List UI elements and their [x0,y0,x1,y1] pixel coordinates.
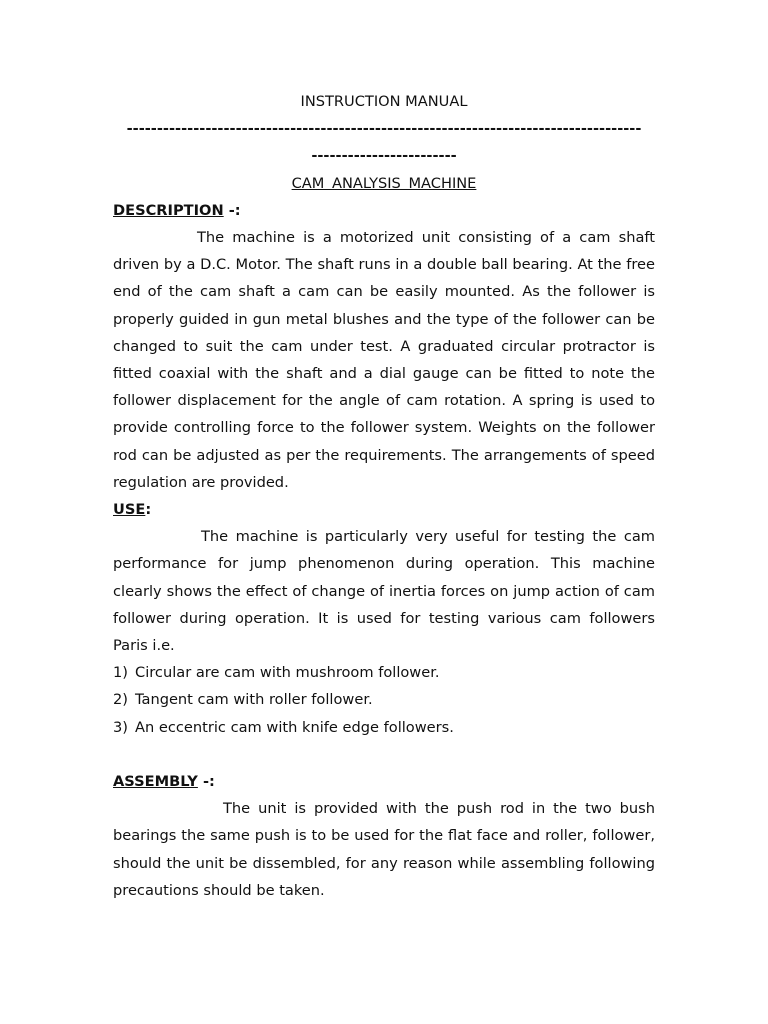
description-heading-label: DESCRIPTION [113,201,224,219]
divider-line-1: ------------------------------------------------------------------------------------- [126,120,642,138]
description-heading-suffix: -: [223,201,241,219]
use-heading-suffix: : [145,501,152,519]
assembly-heading-suffix: -: [197,773,215,791]
list-item-number: 2) [113,691,128,709]
list-item-number: 1) [113,664,128,682]
document-title: INSTRUCTION MANUAL [300,93,468,110]
document-content [113,88,655,904]
use-paragraph: The machine is particularly very useful for testing the cam performance for jump phenomenon during operation. This machine clearly shows the effect of change of inertia forces on jump action of cam follower during operation. It is used for testing various cam followers Paris i.e. [113,528,655,655]
use-heading [113,496,655,523]
list-item-text: Circular are cam with mushroom follower. [135,664,440,682]
list-item [113,686,655,713]
description-heading [113,197,655,224]
use-heading-label: USE [113,501,146,519]
assembly-paragraph: The unit is provided with the push rod in the two bush bearings the same push is to be used for the flat face and roller, follower, should the unit be dissembled, for any reason while assembling following precautions should be taken. [113,800,655,899]
list-item-text: Tangent cam with roller follower. [135,691,373,709]
follower-list [113,659,655,741]
list-item [113,659,655,686]
document-subtitle-wrapper [113,170,655,197]
list-item-text: An eccentric cam with knife edge followers. [135,718,454,736]
document-subtitle: CAM ANALYSIS MACHINE [291,174,477,192]
assembly-heading [113,768,655,795]
section-spacer [113,741,655,768]
assembly-heading-label: ASSEMBLY [113,773,198,791]
divider-line-2: ------------------------ [311,147,457,165]
list-item [113,714,655,741]
list-item-number: 3) [113,718,128,736]
description-paragraph: The machine is a motorized unit consisting of a cam shaft driven by a D.C. Motor. The shaft runs in a double ball bearing. At the free end of the cam shaft a cam can be easily mounted. As the follower is properly guided in gun metal blushes and the type of the follower can be changed to suit the cam under test. A graduated circular protractor is fitted coaxial with the shaft and a dial gauge can be fitted to note the follower displacement for the angle of cam rotation. A spring is used to provide controlling force to the follower system. Weights on the follower rod can be adjusted as per the requirements. The arrangements of speed regulation are provided. [113,229,655,491]
